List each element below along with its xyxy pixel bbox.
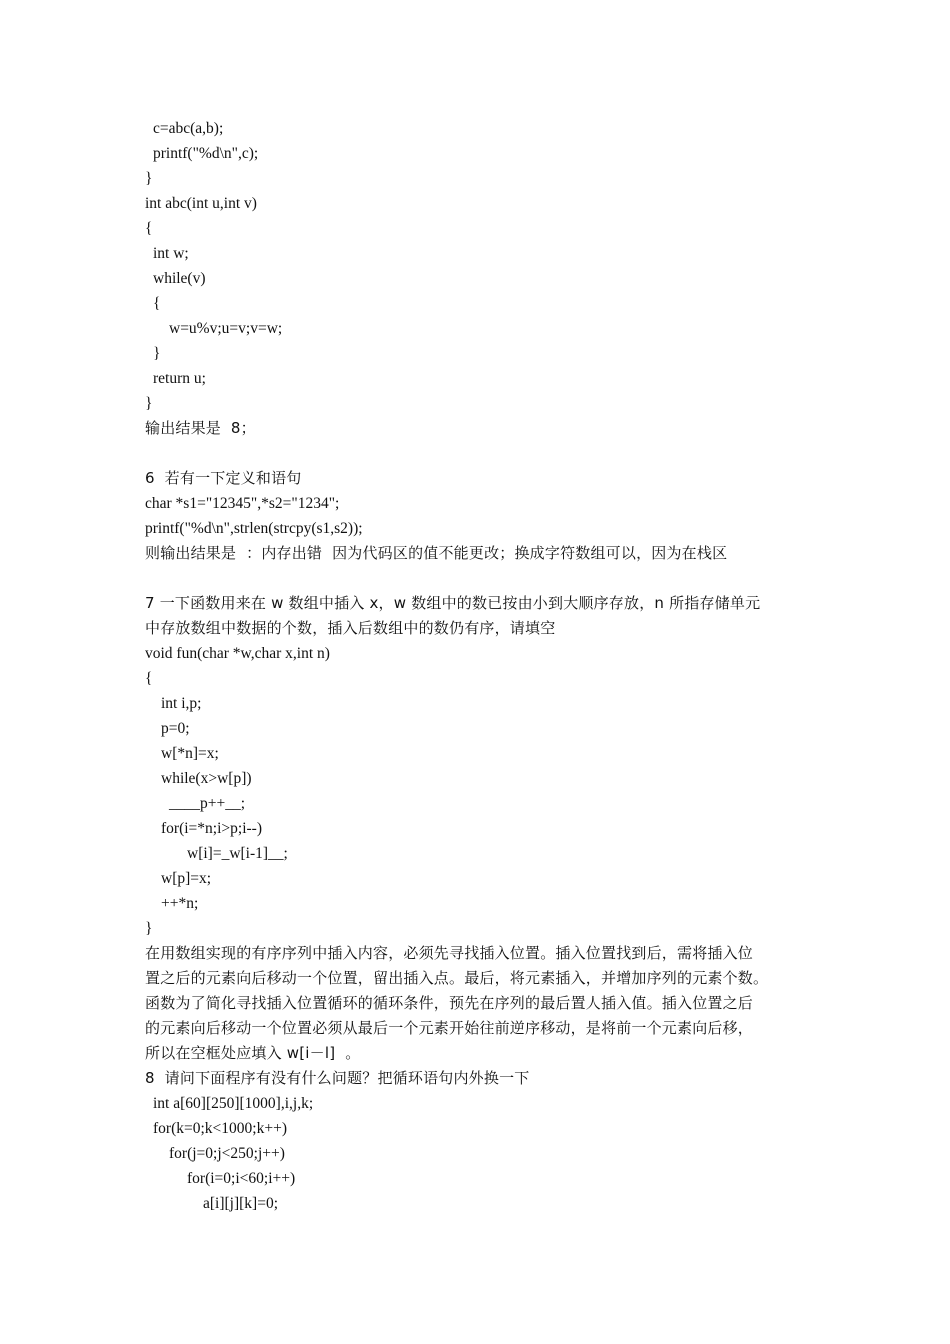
explanation-line: 所以在空框处应填入 w[i－l] 。	[145, 1044, 361, 1062]
code-line-fill-blank: ____p++__;	[169, 795, 246, 812]
code-line-fill-blank: w[i]=_w[i-1]__;	[187, 845, 288, 862]
question-7-title-line-1: 7 一下函数用来在 w 数组中插入 x，w 数组中的数已按由小到大顺序存放，n 所指存储单元	[145, 594, 761, 612]
code-line: ++*n;	[161, 895, 199, 912]
code-line: {	[145, 670, 153, 687]
explanation-line: 的元素向后移动一个位置必须从最后一个元素开始往前逆序移动，是将前一个元素向后移，	[145, 1019, 754, 1037]
code-line: int a[60][250][1000],i,j,k;	[153, 1095, 314, 1112]
code-line: return u;	[153, 370, 206, 387]
code-line: printf("%d\n",strlen(strcpy(s1,s2));	[145, 520, 363, 537]
code-line: w[*n]=x;	[161, 745, 219, 762]
code-line: char *s1="12345",*s2="1234";	[145, 495, 340, 512]
code-line: void fun(char *w,char x,int n)	[145, 645, 330, 662]
question-6-answer: 则输出结果是 ：内存出错 因为代码区的值不能更改；换成字符数组可以，因为在栈区	[145, 544, 728, 562]
code-line: }	[145, 920, 153, 937]
code-line: a[i][j][k]=0;	[203, 1195, 279, 1212]
explanation-line: 在用数组实现的有序序列中插入内容，必须先寻找插入位置。插入位置找到后，需将插入位	[145, 944, 754, 962]
blank-line	[145, 566, 825, 591]
code-line: printf("%d\n",c);	[153, 145, 259, 162]
code-line: for(i=*n;i>p;i--)	[161, 820, 262, 837]
output-result-text: 输出结果是 8；	[145, 419, 256, 437]
question-6-title: 6 若有一下定义和语句	[145, 469, 302, 487]
explanation-line: 函数为了简化寻找插入位置循环的循环条件，预先在序列的最后置人插入值。插入位置之后	[145, 994, 754, 1012]
code-line: w[p]=x;	[161, 870, 212, 887]
code-line: w=u%v;u=v;v=w;	[169, 320, 283, 337]
code-line: }	[145, 395, 153, 412]
code-line: int w;	[153, 245, 189, 262]
document-content	[145, 116, 825, 1216]
code-line: p=0;	[161, 720, 190, 737]
code-line: int abc(int u,int v)	[145, 195, 257, 212]
explanation-line: 置之后的元素向后移动一个位置，留出插入点。最后，将元素插入，并增加序列的元素个数。	[145, 969, 769, 987]
code-line: for(j=0;j<250;j++)	[169, 1145, 285, 1162]
code-line: }	[145, 170, 153, 187]
code-line: while(x>w[p])	[161, 770, 252, 787]
code-line: int i,p;	[161, 695, 202, 712]
code-line: while(v)	[153, 270, 206, 287]
question-7-title-line-2: 中存放数组中数据的个数，插入后数组中的数仍有序，请填空	[145, 619, 556, 637]
blank-line	[145, 441, 825, 466]
code-line: for(i=0;i<60;i++)	[187, 1170, 296, 1187]
code-line: {	[145, 220, 153, 237]
code-line: for(k=0;k<1000;k++)	[153, 1120, 287, 1137]
code-line: c=abc(a,b);	[153, 120, 224, 137]
code-line: }	[153, 345, 161, 362]
code-line: {	[153, 295, 161, 312]
question-8-title: 8 请问下面程序有没有什么问题？把循环语句内外换一下	[145, 1069, 530, 1087]
